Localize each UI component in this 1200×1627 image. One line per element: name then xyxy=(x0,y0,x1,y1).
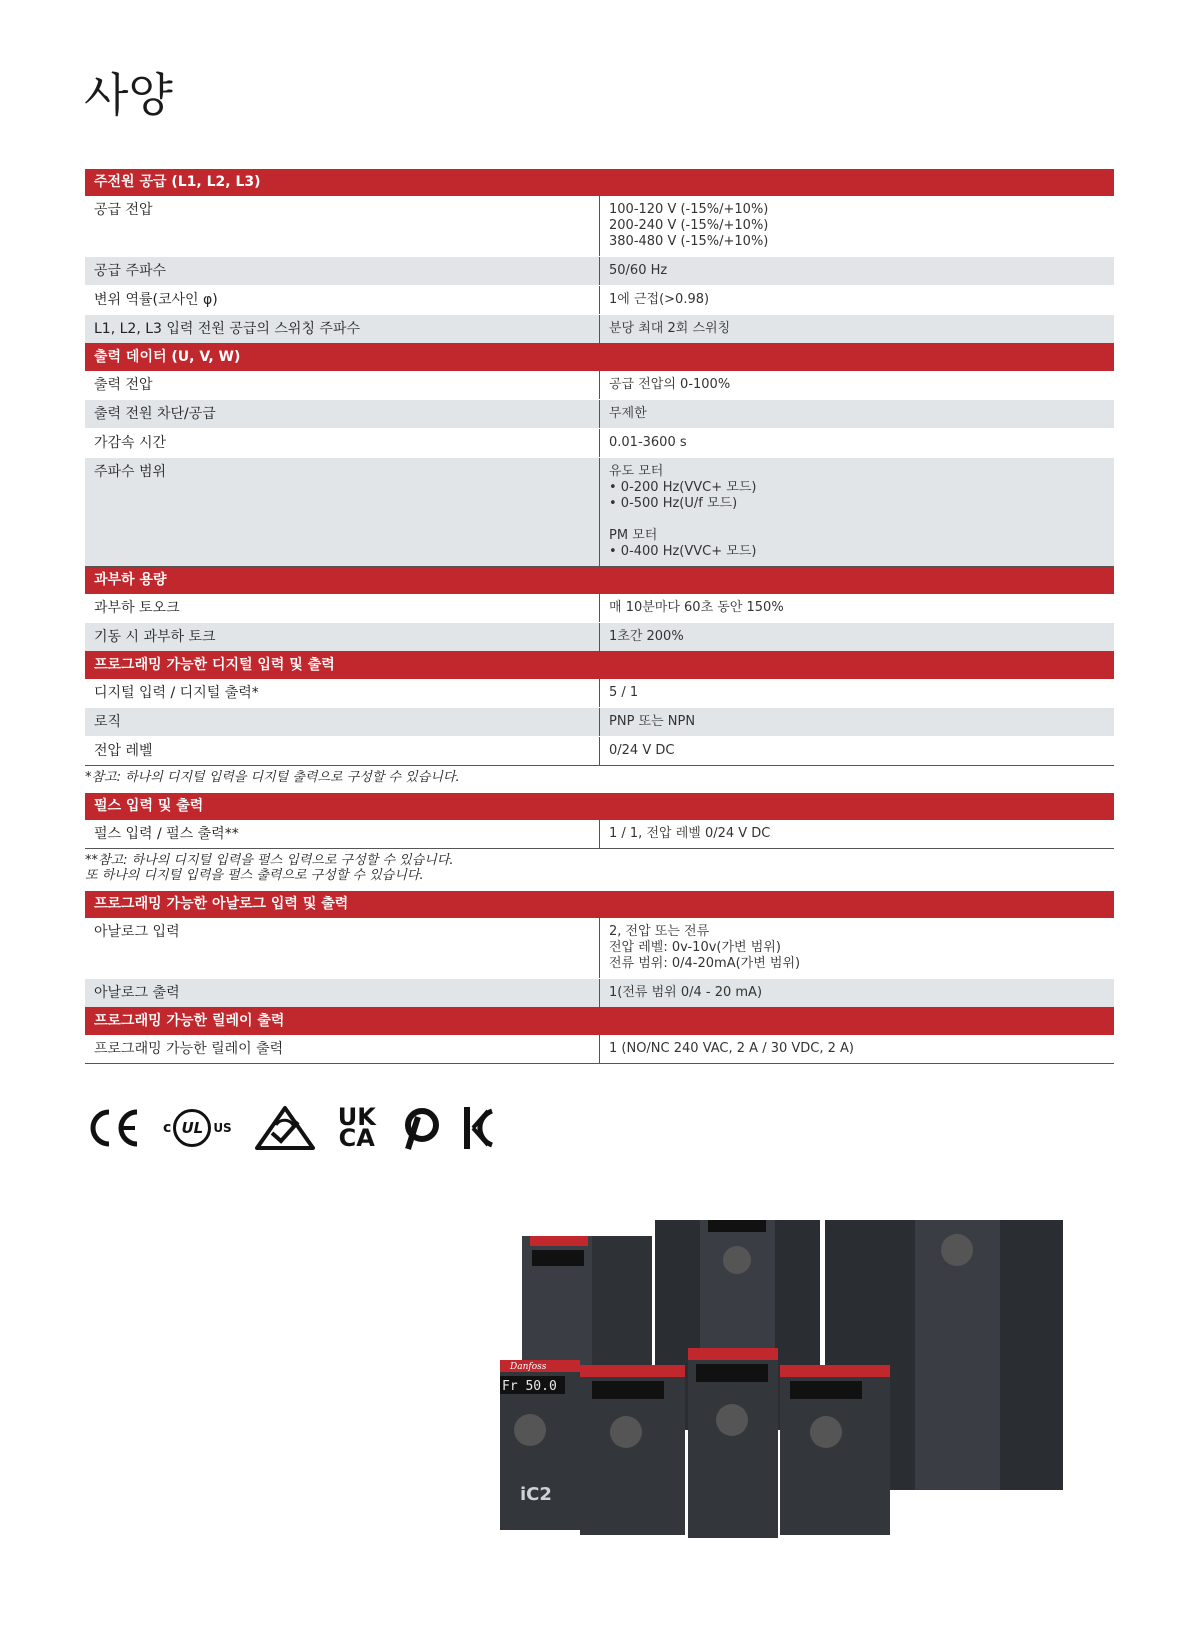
ukca-top-text: UK xyxy=(337,1103,376,1131)
spec-label: 디지털 입력 / 디지털 출력* xyxy=(85,679,600,707)
spec-label: 출력 전원 차단/공급 xyxy=(85,400,600,428)
spec-value-line: • 0-200 Hz(VVC+ 모드) xyxy=(609,480,757,495)
spec-value-line: 유도 모터 xyxy=(609,464,664,479)
spec-label: 아날로그 입력 xyxy=(85,918,600,978)
spec-value xyxy=(600,979,1114,1007)
spec-value xyxy=(600,679,1114,707)
page-title: 사양 xyxy=(84,68,173,122)
spec-label: 출력 전압 xyxy=(85,371,600,399)
spec-value xyxy=(600,737,1114,765)
table-row xyxy=(85,679,1114,708)
spec-value xyxy=(600,820,1114,848)
spec-value-line: 무제한 xyxy=(609,406,647,421)
ul-us-text: US xyxy=(213,1121,232,1135)
spec-value xyxy=(600,371,1114,399)
spec-value-line: 50/60 Hz xyxy=(609,263,668,278)
spec-value-line: 1에 근접(>0.98) xyxy=(609,292,710,307)
table-row xyxy=(85,623,1114,652)
spec-value-line: 매 10분마다 60초 동안 150% xyxy=(609,600,784,615)
ce-mark-icon xyxy=(85,1108,141,1148)
spec-value xyxy=(600,623,1114,651)
spec-label: 가감속 시간 xyxy=(85,429,600,457)
spec-label: 프로그래밍 가능한 릴레이 출력 xyxy=(85,1035,600,1063)
spec-value-line: 0/24 V DC xyxy=(609,743,675,758)
table-row xyxy=(85,257,1114,286)
table-row xyxy=(85,737,1114,766)
spec-value-line: 1(전류 범위 0/4 - 20 mA) xyxy=(609,985,763,1000)
product-image xyxy=(500,1220,1106,1620)
table-row xyxy=(85,371,1114,400)
spec-value-line: 분당 최대 2회 스위칭 xyxy=(609,321,731,336)
spec-value-line: 공급 전압의 0-100% xyxy=(609,377,731,392)
spec-value-line: • 0-400 Hz(VVC+ 모드) xyxy=(609,544,757,559)
drive-unit-front-2 xyxy=(580,1365,685,1535)
footnote-line: *참고: 하나의 디지털 입력을 디지털 출력으로 구성할 수 있습니다. xyxy=(85,770,460,785)
table-row xyxy=(85,918,1114,979)
spec-label: 기동 시 과부하 토크 xyxy=(85,623,600,651)
spec-value-line xyxy=(609,512,1105,528)
table-row xyxy=(85,400,1114,429)
spec-value-line: • 0-500 Hz(U/f 모드) xyxy=(609,496,738,511)
spec-value xyxy=(600,594,1114,622)
certification-marks xyxy=(85,1105,496,1151)
spec-label: 과부하 토오크 xyxy=(85,594,600,622)
spec-label: 아날로그 출력 xyxy=(85,979,600,1007)
spec-value-line: 2, 전압 또는 전류 xyxy=(609,924,710,939)
footnote xyxy=(85,766,1114,785)
table-row xyxy=(85,820,1114,849)
spec-label: 변위 역률(코사인 φ) xyxy=(85,286,600,314)
spec-label: 전압 레벨 xyxy=(85,737,600,765)
spec-value-line: 0.01-3600 s xyxy=(609,435,687,450)
table-row xyxy=(85,429,1114,458)
spec-value-line: PM 모터 xyxy=(609,528,658,543)
table-row xyxy=(85,286,1114,315)
spec-value-line: 1 / 1, 전압 레벨 0/24 V DC xyxy=(609,826,771,841)
spec-label: L1, L2, L3 입력 전원 공급의 스위칭 주파수 xyxy=(85,315,600,343)
cul-us-mark-icon xyxy=(163,1109,232,1147)
product-display-text: Fr 50.0 xyxy=(502,1379,557,1394)
spec-value-line: 전압 레벨: 0v-10v(가변 범위) xyxy=(609,940,781,955)
table-row xyxy=(85,315,1114,344)
table-row xyxy=(85,1035,1114,1064)
section-header: 프로그래밍 가능한 릴레이 출력 xyxy=(85,1008,1114,1035)
table-row xyxy=(85,196,1114,257)
section-header: 프로그래밍 가능한 아날로그 입력 및 출력 xyxy=(85,891,1114,918)
table-row xyxy=(85,708,1114,737)
drive-unit-front-4 xyxy=(780,1365,890,1535)
footnote-line: 또 하나의 디지털 입력을 펄스 출력으로 구성할 수 있습니다. xyxy=(85,868,424,883)
spec-value-line: 전류 범위: 0/4-20mA(가변 범위) xyxy=(609,956,801,971)
eac-mark-icon xyxy=(398,1105,440,1151)
spec-value xyxy=(600,429,1114,457)
kc-mark-icon xyxy=(462,1105,496,1151)
spec-value xyxy=(600,286,1114,314)
spec-label: 공급 전압 xyxy=(85,196,600,256)
drive-unit-front-3 xyxy=(688,1348,778,1538)
rcm-mark-icon xyxy=(254,1105,316,1151)
spec-value xyxy=(600,315,1114,343)
footnote-line: **참고: 하나의 디지털 입력을 펄스 입력으로 구성할 수 있습니다. xyxy=(85,853,454,868)
spec-value-line: 380-480 V (-15%/+10%) xyxy=(609,234,769,249)
spec-value xyxy=(600,196,1114,256)
spec-value-line: 5 / 1 xyxy=(609,685,639,700)
product-brand-label: iC2 xyxy=(520,1484,552,1505)
product-logo-text: Danfoss xyxy=(510,1362,547,1372)
spec-value xyxy=(600,918,1114,978)
spec-value xyxy=(600,257,1114,285)
spec-value-line: 100-120 V (-15%/+10%) xyxy=(609,202,769,217)
spec-label: 주파수 범위 xyxy=(85,458,600,566)
section-header: 과부하 용량 xyxy=(85,567,1114,594)
ul-text: UL xyxy=(181,1119,204,1137)
spec-value-line: 1초간 200% xyxy=(609,629,684,644)
ukca-mark-icon xyxy=(337,1103,376,1152)
ukca-bottom-text: CA xyxy=(338,1124,375,1152)
spec-value-line: 200-240 V (-15%/+10%) xyxy=(609,218,769,233)
ul-c-text: c xyxy=(163,1120,172,1136)
spec-value xyxy=(600,400,1114,428)
footnote xyxy=(85,849,1114,883)
spec-label: 로직 xyxy=(85,708,600,736)
section-header: 펄스 입력 및 출력 xyxy=(85,793,1114,820)
spec-value xyxy=(600,458,1114,566)
table-row xyxy=(85,594,1114,623)
spec-value-line: 1 (NO/NC 240 VAC, 2 A / 30 VDC, 2 A) xyxy=(609,1041,854,1056)
spec-value xyxy=(600,1035,1114,1063)
spec-value xyxy=(600,708,1114,736)
table-row xyxy=(85,458,1114,567)
spec-label: 공급 주파수 xyxy=(85,257,600,285)
section-header: 프로그래밍 가능한 디지털 입력 및 출력 xyxy=(85,652,1114,679)
spec-label: 펄스 입력 / 펄스 출력** xyxy=(85,820,600,848)
section-header: 주전원 공급 (L1, L2, L3) xyxy=(85,169,1114,196)
table-row xyxy=(85,979,1114,1008)
section-header: 출력 데이터 (U, V, W) xyxy=(85,344,1114,371)
spec-table xyxy=(85,169,1114,1064)
spec-value-line: PNP 또는 NPN xyxy=(609,714,696,729)
